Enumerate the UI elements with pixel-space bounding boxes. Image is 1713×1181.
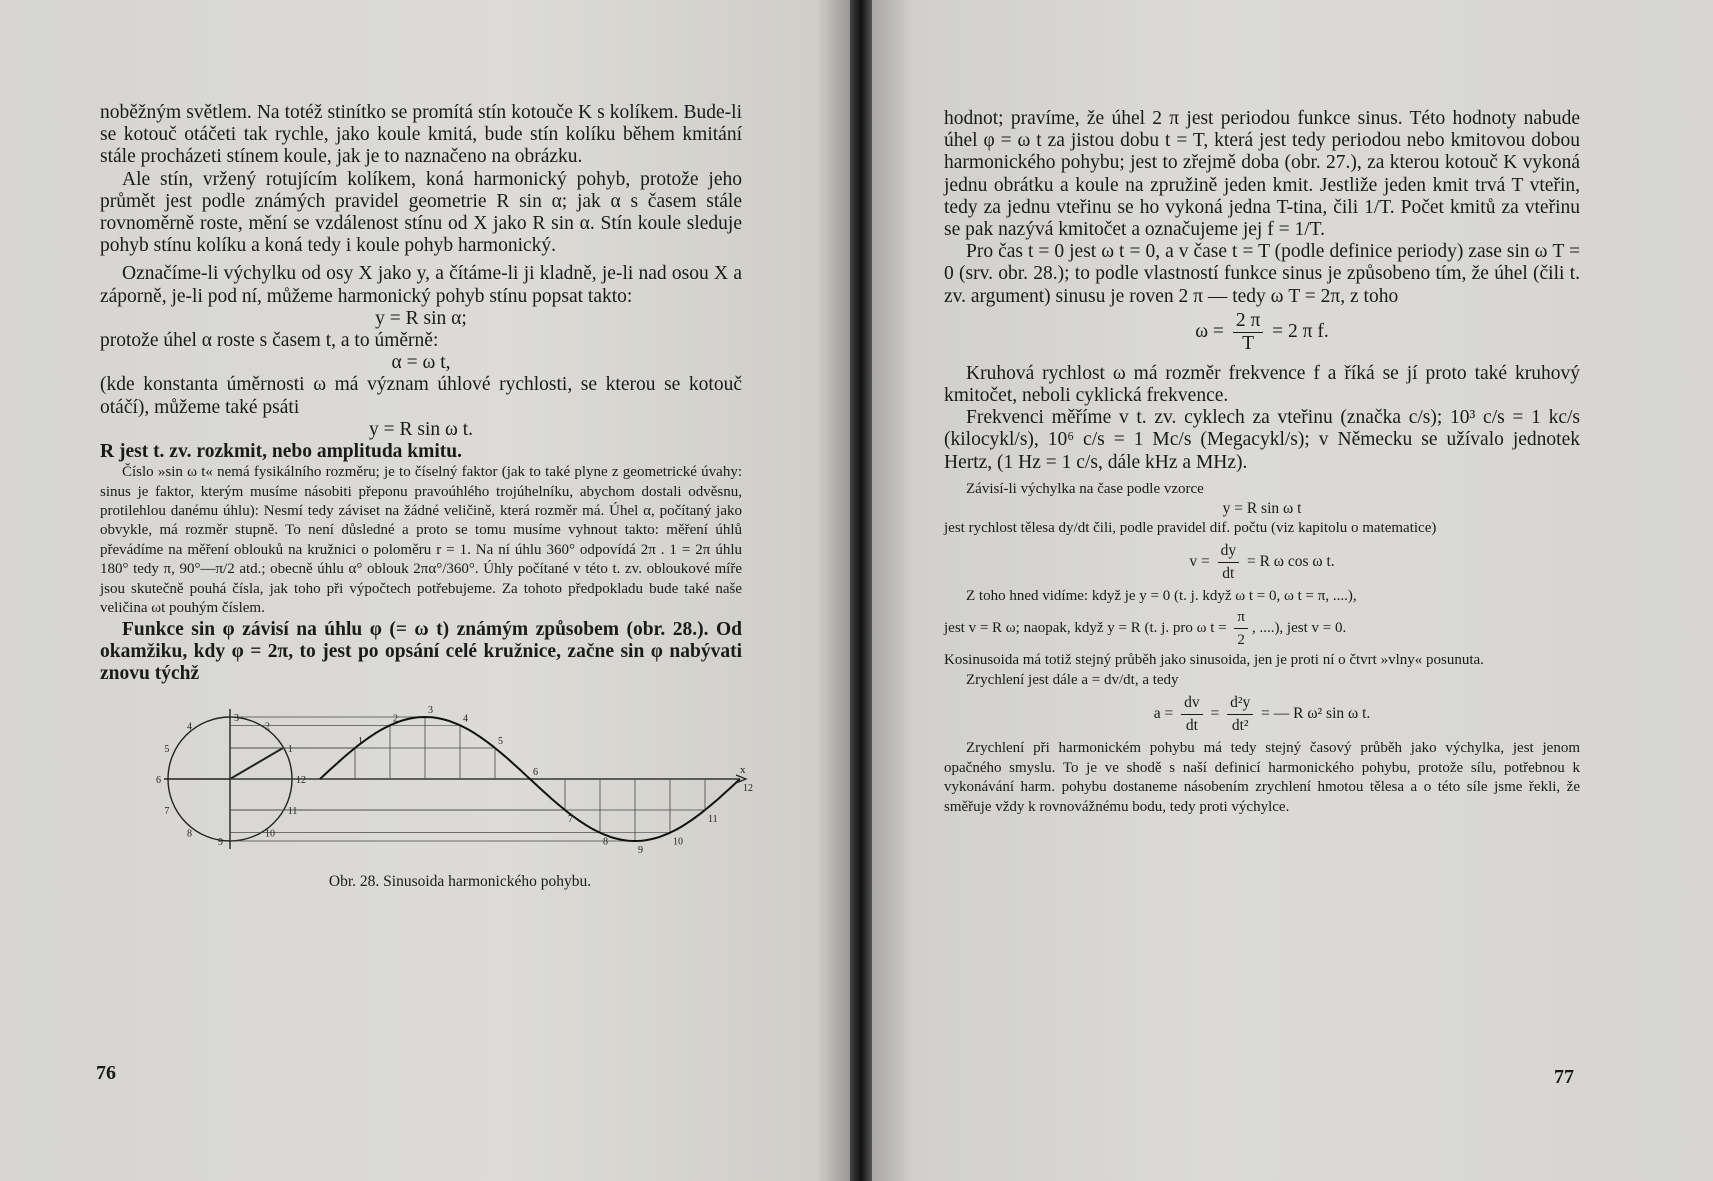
circle-point-label: 8 [187, 828, 192, 840]
equation-acceleration: a = $\frac{dv}{dt}$ = $\frac{\text{d²y}}{\text{dt²}}$ = — R ω² sin ω t. [1153, 694, 1371, 735]
small-paragraph: Zrychlení jest dále a = dv/dt, a tedy [966, 671, 1179, 688]
circle-point-label: 7 [164, 806, 170, 818]
footnote-paragraph: Číslo »sin ω t« nemá fysikálního rozměru; je to číselný faktor (jak to také plyne z geometrické úvahy: sinus je faktor, kterým musíme násobiti přeponu pravoúhlého trojúhelníku, abychom dostali odvěsnu, protilehlou danému úhlu): Nesmí tedy záviset na žádné veličině, která rozměr má. Úhel α, počítaný jako obvykle, má rozměr stupně. To není důsledné a proto se tomu musíme vyhnout takto: měření úhlů převádíme na měření oblouků na kružnici o poloměru r = 1. Na ní úhlu 360° odpovídá 2π . 1 = 2π úhlu 180° tedy π, 90°—π/2 atd.; obecně úhlu α° oblouk 2πα°/360°. Úhly počítané v této t. zv. obloukové míře jsou skutečně pouhá čísla, jak toho při výpočtech potřebujeme. Za tohoto předpokladu bude také naše veličina ωt pouhým číslem. [100, 464, 742, 617]
paragraph: Ale stín, vržený rotujícím kolíkem, koná harmonický pohyb, protože jeho průmět jest podle známých pravidel geometrie R sin α; jak α s časem stále rovnoměrně roste, mění se vzdálenost stínu od X jako R sin α. Stín koule sleduje pohyb stínu kolíku a koná tedy i koule pohyb harmonický. [100, 168, 742, 257]
equation-omega: ω = $\frac{2 \pi}{T}$ = 2 π f. [1195, 309, 1329, 354]
small-paragraph: Kosinusoida má totiž stejný průběh jako sinusoida, jen je proti ní o čtvrt »vlny« posunuta. [944, 652, 1484, 669]
wave-point-label: 12 [743, 783, 753, 795]
paragraph: Pro čas t = 0 jest ω t = 0, a v čase t = T (podle definice periody) zase sin ω T = 0 (srv. obr. 28.); to podle vlastností funkce sinus je způsobeno tím, že úhel (čili t. zv. argument) sinusu je roven 2 π — tedy ω T = 2π, z toho [944, 241, 1580, 307]
wave-point-label: 5 [498, 736, 503, 748]
small-paragraph: Zrychlení při harmonickém pohybu má tedy stejný časový průběh jako výchylka, jest jenom opačného smyslu. To je ve shodě s naší definicí harmonického pohybu, protože sílu, potřebnou k vykonávání harm. pohybu dostaneme násobením zrychlení hmotou tělesa a o této síle jsme řekli, že směřuje vždy k rovnovážnému bodu, tedy proti výchylce. [944, 740, 1580, 815]
circle-point-label: 12 [296, 775, 306, 787]
paragraph: hodnot; pravíme, že úhel 2 π jest periodou funkce sinus. Této hodnoty nabude úhel φ = ω t za jistou dobu t = T, která jest tedy periodou nebo kmitovou dobou harmonického pohybu; jest to zřejmě doba (obr. 27.), za kterou kotouč K vykoná jednu obrátku a koule na zpružině jeden kmit. Jestliže jeden kmit trvá T vteřin, tedy za jednu vteřinu se ho vykoná jedna T-tina, čili 1/T. Počet kmitů za vteřinu se pak nazývá kmitočet a označujeme jej f = 1/T. [944, 108, 1580, 241]
equation: y = R sin ω t. [368, 418, 473, 440]
paragraph: R jest t. zv. rozkmit, nebo amplituda kmitu. [100, 441, 463, 463]
right-page [872, 0, 1713, 1181]
paragraph: (kde konstanta úměrnosti ω má význam úhlové rychlosti, se kterou se kotouč otáčí), můžeme také psáti [100, 374, 742, 418]
circle-point-label: 11 [287, 806, 298, 818]
circle-point-label: 9 [218, 837, 223, 849]
circle-point-label: 1 [287, 744, 293, 756]
radius-line [230, 748, 283, 779]
equation: α = ω t, [391, 352, 451, 374]
wave-point-label: 10 [673, 836, 683, 848]
wave-point-label: 11 [708, 814, 718, 826]
paragraph: Označíme-li výchylku od osy X jako y, a čítáme-li ji kladně, je-li nad osou X a záporně, je-li pod ní, můžeme harmonický pohyb stínu popsat takto: [100, 263, 742, 307]
equation-velocity: v = $\frac{dy}{dt}$ = R ω cos ω t. [1189, 542, 1335, 583]
circle-point-label: 4 [187, 721, 192, 733]
circle-point-label: 5 [164, 744, 170, 756]
small-paragraph: Z toho hned vidíme: když je y = 0 (t. j. když ω t = 0, ω t = π, ....), [966, 588, 1357, 605]
wave-point-label: 9 [638, 845, 643, 857]
equation: y = R sin α; [375, 307, 467, 329]
paragraph: Frekvenci měříme v t. zv. cyklech za vteřinu (značka c/s); 10³ c/s = 1 kc/s (kilocykl/s), 10⁶ c/s = 1 Mc/s (Megacykl/s); v Německu se užívalo jednotek Hertz, (1 Hz = 1 c/s, dále kHz a MHz). [944, 407, 1580, 473]
circle-point-label: 6 [156, 775, 161, 787]
sinusoid-figure [156, 699, 753, 891]
axis-label: x [740, 764, 746, 777]
circle-point-label: 3 [234, 713, 239, 725]
wave-point-label: 8 [603, 836, 608, 848]
wave-point-label: 1 [358, 736, 363, 748]
wave-point-label: 6 [533, 767, 538, 779]
page-number: 76 [96, 1062, 116, 1084]
paragraph: Kruhová rychlost ω má rozměr frekvence f a říká se jí proto také kruhový kmitočet, neboli cyklická frekvence. [944, 362, 1580, 407]
figure-caption: Obr. 28. Sinusoida harmonického pohybu. [328, 873, 592, 891]
equation: y = R sin ω t [1222, 500, 1302, 518]
small-paragraph: Závisí-li výchylka na čase podle vzorce [966, 480, 1204, 497]
left-text-column [100, 102, 753, 891]
sinusoid-diagram [156, 699, 753, 859]
small-paragraph: jest v = R ω; naopak, když y = R (t. j. pro ω t = $\frac{\pi}{2}$ , ....), jest v = 0. [944, 606, 1580, 651]
wave-point-label: 7 [568, 814, 573, 826]
wave-point-label: 3 [428, 705, 433, 717]
book-gutter [850, 0, 872, 1181]
circle-point-label: 2 [265, 721, 270, 733]
circle-point-label: 10 [265, 828, 275, 840]
paragraph: noběžným světlem. Na totéž stinítko se promítá stín kotouče K s kolíkem. Bude-li se kotouč otáčeti tak rychle, jako koule kmitá, bude stín kolíku během kmitání stále procházeti stínem koule, jak je to naznačeno na obrázku. [100, 102, 742, 168]
wave-point-label: 2 [393, 713, 398, 725]
page-number: 77 [1554, 1066, 1574, 1088]
small-paragraph: jest rychlost tělesa dy/dt čili, podle pravidel dif. počtu (viz kapitolu o matematice) [944, 519, 1437, 536]
paragraph: Funkce sin φ závisí na úhlu φ (= ω t) známým způsobem (obr. 28.). Od okamžiku, kdy φ = 2π, to jest po opsání celé kružnice, začne sin φ nabývati znovu týchž [100, 618, 742, 684]
wave-point-label: 4 [463, 713, 468, 725]
paragraph: protože úhel α roste s časem t, a to úměrně: [100, 330, 439, 352]
right-text-column [944, 108, 1580, 817]
left-page [0, 0, 850, 1181]
